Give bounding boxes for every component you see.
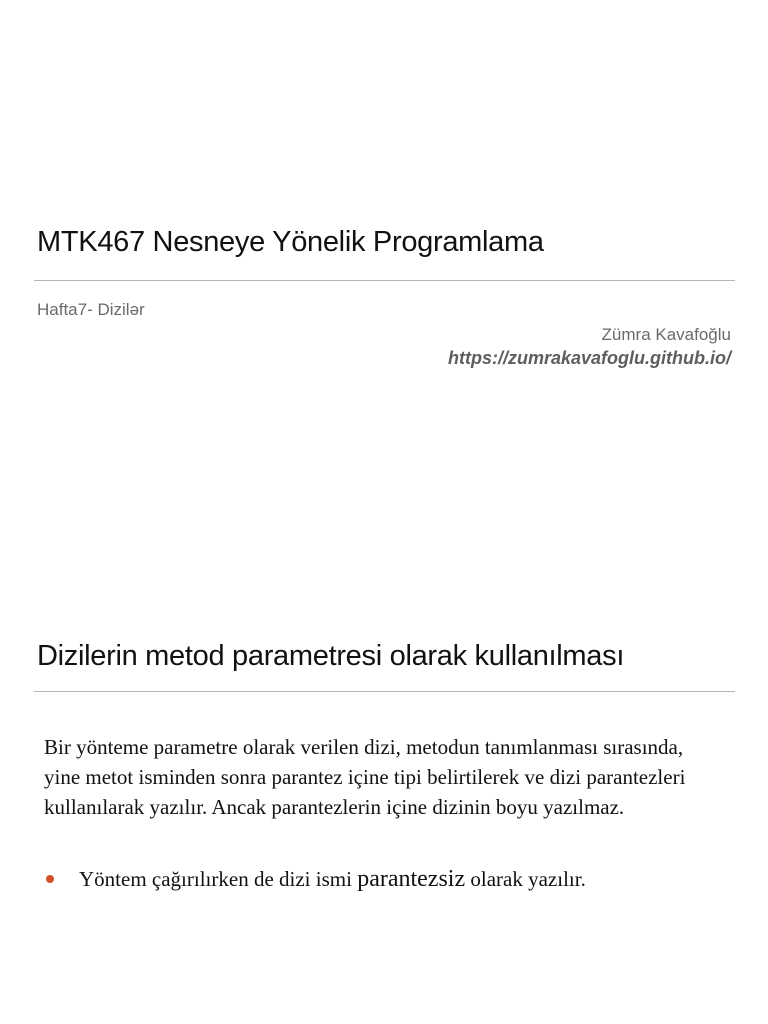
author-url-link[interactable]: https://zumrakavafoglu.github.io/ [448, 348, 731, 368]
body-paragraph: Bir yönteme parametre olarak verilen dizi, metodun tanımlanması sırasında, yine metot isminden sonra parantez içine tipi belirtilerek ve dizi parantezleri kullanılarak yazılır. Ancak parantezlerin içine dizinin boyu yazılmaz. [44, 735, 686, 819]
title-divider [34, 280, 735, 281]
bullet-text-emphasis: parantezsiz [357, 866, 466, 892]
bullet-text [79, 864, 586, 894]
presentation-title: MTK467 Nesneye Yönelik Programlama [37, 226, 544, 258]
bullet-text-prefix: Yöntem çağırılırken de dizi ismi [79, 867, 358, 891]
bullet-text-suffix: olarak yazılır. [465, 867, 586, 891]
author-name: Zümra Kavafoğlu [601, 325, 731, 344]
slide-title: Dizilerin metod parametresi olarak kullanılması [37, 640, 625, 672]
week-subtitle: Hafta7- Dizilər [37, 300, 145, 319]
content-slide [0, 512, 768, 1024]
bullet-dot-icon [46, 875, 54, 883]
slide-title-divider [34, 691, 735, 692]
